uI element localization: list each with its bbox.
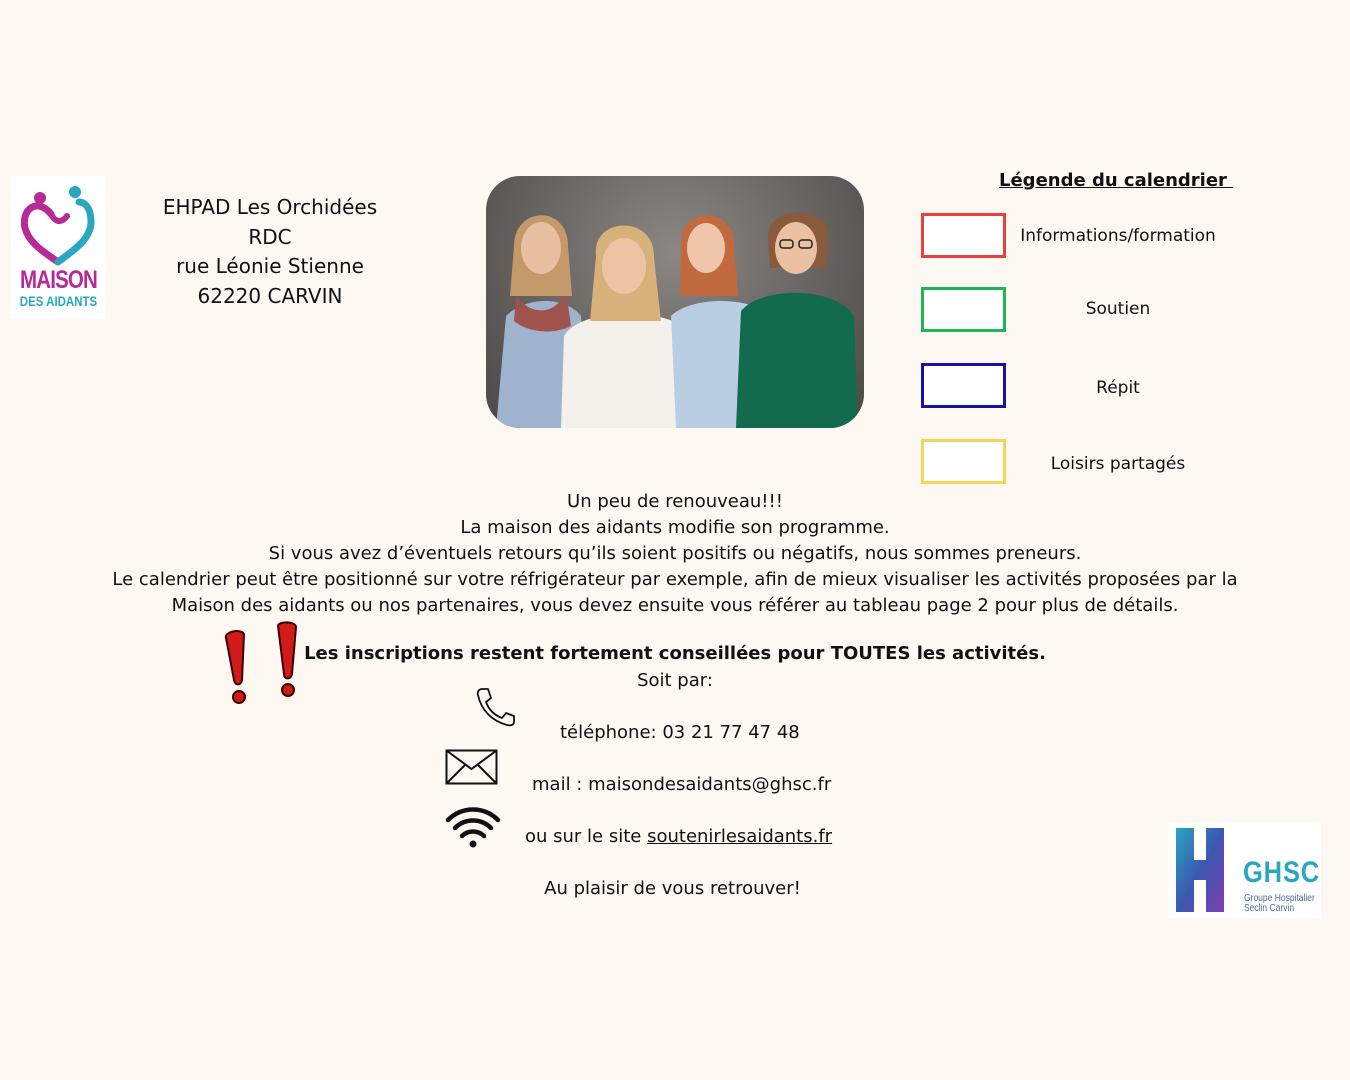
double-exclamation-icon bbox=[220, 620, 302, 710]
important-notice: Les inscriptions restent fortement conseillées pour TOUTES les activités. bbox=[304, 643, 1046, 664]
legend-swatch-yellow bbox=[921, 439, 1006, 484]
paragraph-line: Maison des aidants ou nos partenaires, vous devez ensuite vous référer au tableau page 2 pour plus de détails. bbox=[171, 595, 1179, 616]
site-prefix: ou sur le site bbox=[525, 826, 648, 847]
ghsc-subtitle-1: Groupe Hospitalier bbox=[1244, 893, 1315, 904]
address-line: EHPAD Les Orchidées bbox=[162, 195, 378, 219]
legend-label-loisirs: Loisirs partagés bbox=[1050, 454, 1186, 474]
paragraph-line: La maison des aidants modifie son programme. bbox=[460, 517, 890, 538]
address-line: RDC bbox=[248, 224, 292, 249]
legend-swatch-red bbox=[921, 213, 1006, 258]
soit-par: Soit par: bbox=[637, 670, 713, 691]
legend-label-informations: Informations/formation bbox=[1020, 226, 1216, 246]
contact-phone: téléphone: 03 21 77 47 48 bbox=[560, 722, 800, 743]
ghsc-subtitle-2: Seclin Carvin bbox=[1244, 903, 1295, 914]
logo-text-des-aidants: DES AIDANTS bbox=[19, 293, 98, 309]
phone-icon bbox=[474, 686, 518, 728]
closing-text: Au plaisir de vous retrouver! bbox=[544, 878, 801, 899]
legend-title: Légende du calendrier bbox=[999, 170, 1234, 191]
ghsc-name: GHSC bbox=[1243, 856, 1321, 889]
legend-label-repit: Répit bbox=[1096, 378, 1140, 398]
paragraph-line: Si vous avez d’éventuels retours qu’ils soient positifs ou négatifs, nous sommes preneurs. bbox=[268, 543, 1082, 564]
ghsc-h-icon bbox=[1168, 822, 1238, 918]
address-line: 62220 CARVIN bbox=[197, 283, 343, 308]
envelope-icon bbox=[445, 749, 498, 785]
legend-label-soutien: Soutien bbox=[1085, 299, 1151, 319]
wifi-icon bbox=[445, 806, 501, 850]
team-photo bbox=[486, 176, 864, 428]
intro-paragraph bbox=[100, 489, 1250, 619]
site-link[interactable]: soutenirlesaidants.fr bbox=[647, 826, 833, 847]
contact-site bbox=[525, 826, 832, 847]
paragraph-line: Le calendrier peut être positionné sur votre réfrigérateur par exemple, afin de mieux visualiser les activités proposées par la bbox=[112, 569, 1238, 590]
maison-des-aidants-logo bbox=[11, 176, 106, 319]
paragraph-line: Un peu de renouveau!!! bbox=[567, 491, 783, 512]
heart-people-icon bbox=[11, 176, 106, 276]
team-photo-illustration bbox=[486, 176, 864, 428]
ghsc-logo bbox=[1168, 822, 1321, 918]
contact-mail: mail : maisondesaidants@ghsc.fr bbox=[532, 774, 832, 795]
logo-text-maison: MAISON bbox=[19, 266, 98, 294]
address-line: rue Léonie Stienne bbox=[176, 254, 364, 278]
legend-swatch-green bbox=[921, 287, 1006, 332]
legend-swatch-blue bbox=[921, 363, 1006, 408]
address-block bbox=[140, 193, 400, 311]
